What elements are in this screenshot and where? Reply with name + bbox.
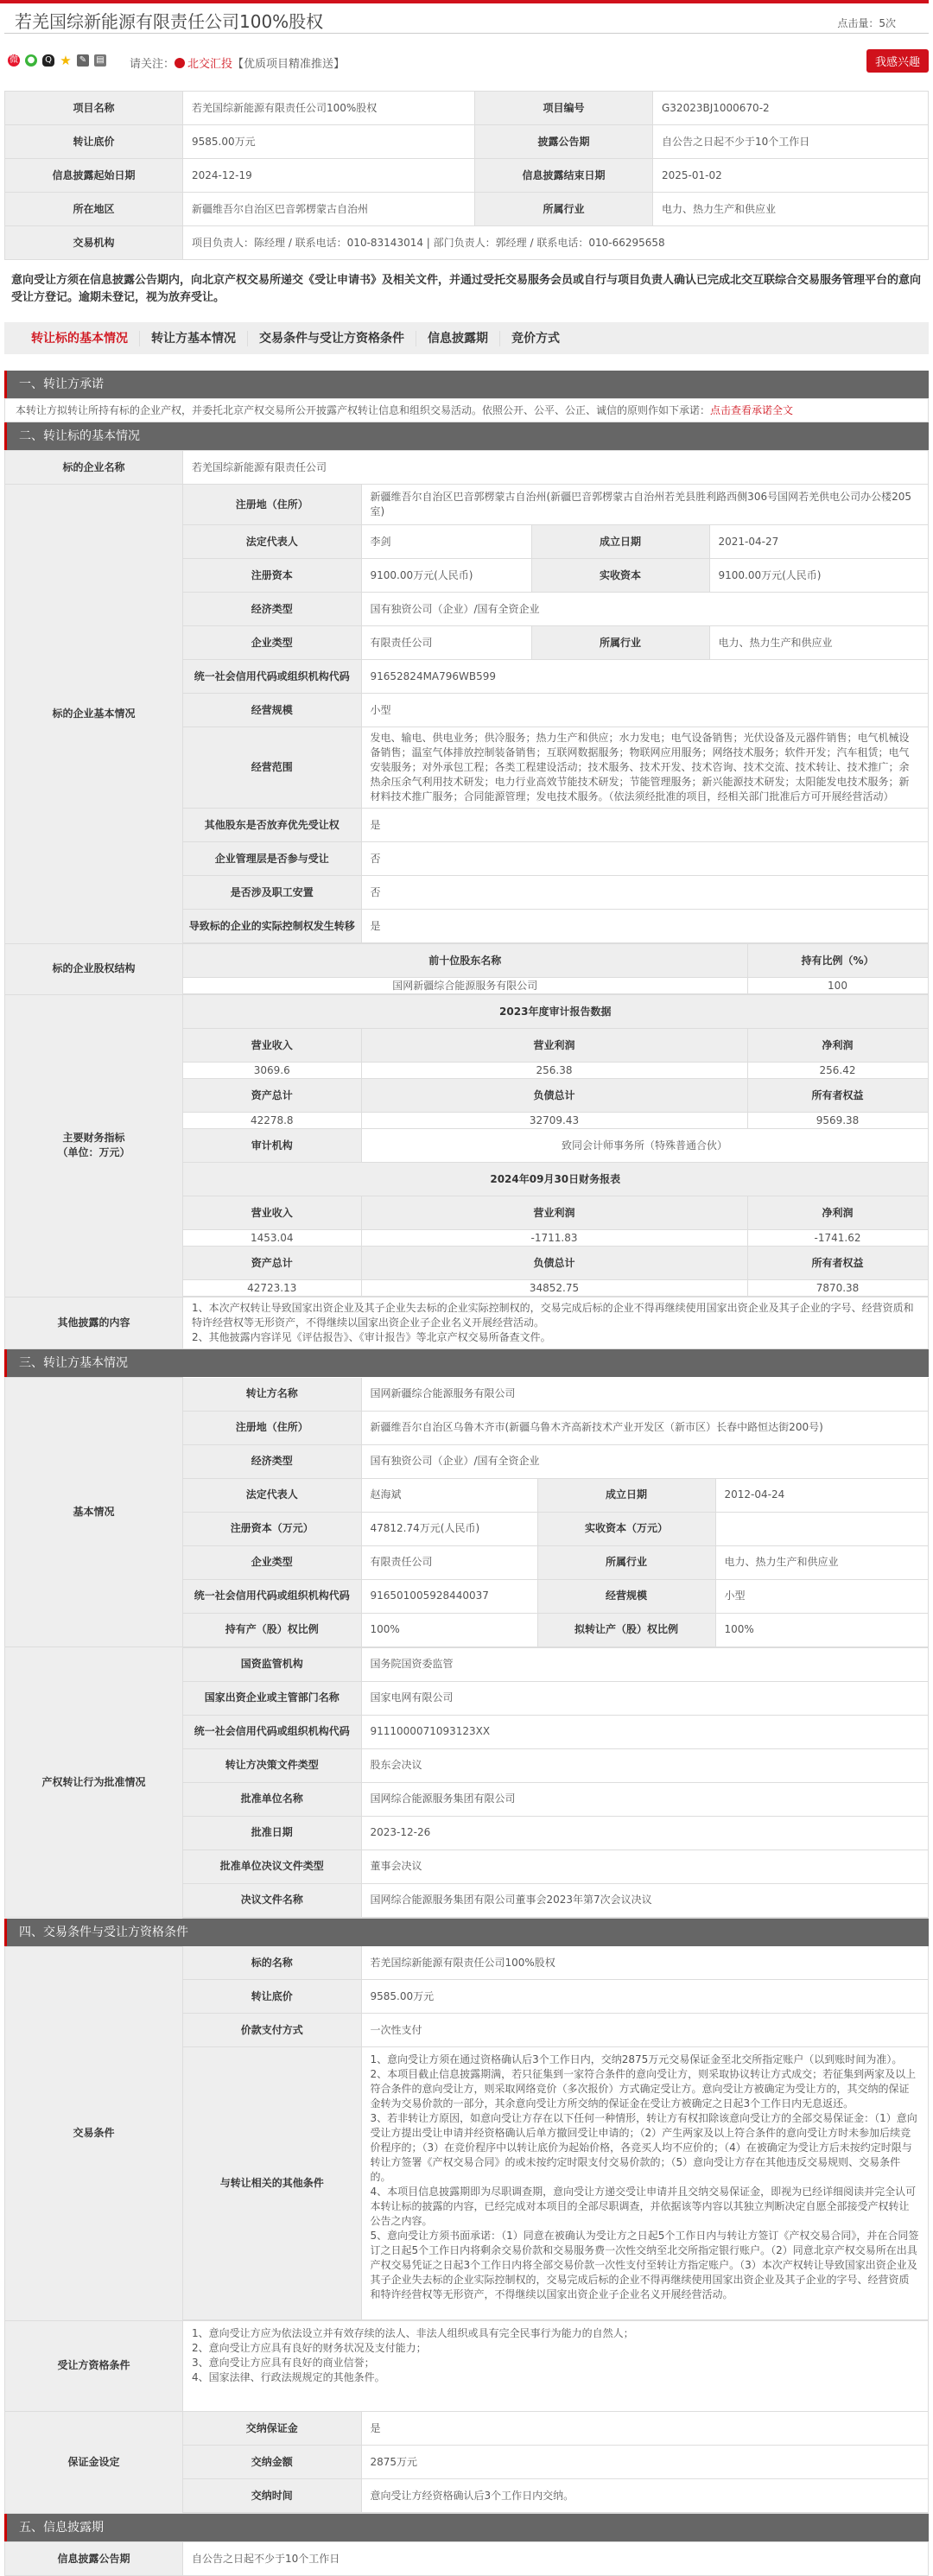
title-bar xyxy=(4,3,929,34)
field-value: 股东会决议 xyxy=(361,1748,929,1782)
business-scope-value: 发电、输电、供电业务；供冷服务；热力生产和供应；水力发电；电气设备销售；光伏设备及元器件销售；电气机械设备销售；温室气体排放控制装备销售；互联网数据服务；物联网应用服务；网络技术服务；软件开发；汽车租赁；电气安装服务；对外承包工程；各类工程建设活动；技术服务、技术开发、技术咨询、技术交流、技术转让、技术推广；余热余压余气利用技术研发；电力行业高效节能技术研发；节能管理服务；新兴能源技术研发；太阳能发电技术服务；新材料技术推广服务；合同能源管理；发电技术服务。（依法须经批准的项目，经相关部门批准后方可开展经营活动） xyxy=(361,727,928,809)
field-label: 批准日期 xyxy=(183,1816,361,1850)
field-value: 是 xyxy=(361,809,928,842)
field-label: 标的名称 xyxy=(183,1946,361,1980)
field-label: 注册资本 xyxy=(183,559,361,593)
section-header-promise: 一、转让方承诺 xyxy=(4,371,929,398)
table-row xyxy=(5,193,929,226)
field-value: 国网综合能源服务集团有限公司 xyxy=(361,1782,929,1816)
tab-transferor-info[interactable]: 转让方基本情况 xyxy=(140,331,248,346)
table-row xyxy=(183,1378,929,1412)
revenue-value: 1453.04 xyxy=(183,1230,361,1247)
follow-prompt xyxy=(130,54,345,71)
field-value: 新疆维吾尔自治区乌鲁木齐市(新疆乌鲁木齐高新技术产业开发区（新市区）长春中路恒达街200号) xyxy=(361,1411,929,1444)
share-icons xyxy=(8,54,106,67)
table-row xyxy=(183,727,928,809)
condition-item: 4、本项目信息披露期即为尽职调查期，意向受让方递交受让申请并且交纳交易保证金，即视为已经详细阅读并完全认可本转让标的披露的内容，已经完成对本项目的全部尽职调查，并依据该等内容以其独立判断决定自愿全部接受产权转让公告之内容。 xyxy=(370,2186,917,2227)
column-header: 营业收入 xyxy=(183,1029,361,1063)
field-label: 转让方名称 xyxy=(183,1378,361,1412)
disclosure-period-label: 信息披露公告期 xyxy=(5,2542,183,2576)
target-name-value: 若羌国综新能源有限责任公司 xyxy=(183,451,929,485)
table-row xyxy=(5,1297,929,1349)
section-header-conditions: 四、交易条件与受让方资格条件 xyxy=(4,1919,929,1946)
region-label: 所在地区 xyxy=(5,193,183,226)
field-value: 新疆维吾尔自治区巴音郭楞蒙古自治州(新疆巴音郭楞蒙古自治州若羌县胜利路西侧306号国网若羌供电公司办公楼205室) xyxy=(361,485,928,525)
table-row xyxy=(183,2047,928,2320)
financial-table xyxy=(183,995,929,1296)
field-label: 所属行业 xyxy=(531,626,709,660)
field-label: 转让方决策文件类型 xyxy=(183,1748,361,1782)
condition-item: 1、意向受让方须在通过资格确认后3个工作日内，交纳2875万元交易保证金至北交所指定账户（以到账时间为准）。 xyxy=(370,2053,903,2065)
column-header: 所有者权益 xyxy=(747,1247,928,1280)
column-header: 持有比例（%） xyxy=(747,944,928,978)
table-row xyxy=(183,809,928,842)
qualification-value xyxy=(183,2320,929,2412)
table-row xyxy=(183,1681,929,1715)
table-row xyxy=(183,1946,928,1980)
weibo-icon[interactable]: 微 xyxy=(10,55,18,65)
page-title: 若羌国综新能源有限责任公司100%股权 xyxy=(15,11,324,32)
disclosure-line: 2、其他披露内容详见《评估报告》、《审计报告》等北京产权交易所备查文件。 xyxy=(192,1331,551,1343)
approval-table xyxy=(183,1648,929,1917)
click-count: 点击量：5次 xyxy=(837,17,896,29)
financial-unit: （单位：万元） xyxy=(57,1146,130,1158)
reserve-price-value: 9585.00万元 xyxy=(183,125,475,159)
column-header: 所有者权益 xyxy=(747,1079,928,1113)
column-header: 负债总计 xyxy=(361,1079,747,1113)
field-value: 意向受让方经资格确认后3个工作日内交纳。 xyxy=(361,2479,928,2513)
conditions-table xyxy=(4,1946,929,2515)
deposit-label: 保证金设定 xyxy=(5,2412,183,2514)
column-header: 资产总计 xyxy=(183,1079,361,1113)
section-header-target: 二、转让标的基本情况 xyxy=(4,422,929,450)
column-header: 净利润 xyxy=(747,1029,928,1063)
table-row xyxy=(183,485,928,525)
table-row xyxy=(183,1748,929,1782)
field-label: 经营范围 xyxy=(183,727,361,809)
table-row xyxy=(5,1378,930,1647)
equity-cell xyxy=(183,943,929,994)
bjhx-desc: 【优质项目精准推送】 xyxy=(232,58,346,71)
trade-conditions-cell xyxy=(183,1946,929,2320)
target-info-table xyxy=(4,450,929,1349)
column-header: 前十位股东名称 xyxy=(183,944,747,978)
field-label: 批准单位名称 xyxy=(183,1782,361,1816)
table-row xyxy=(5,159,929,193)
table-row xyxy=(183,2446,928,2479)
table-row xyxy=(183,694,928,727)
transferor-basic-cell xyxy=(183,1378,930,1647)
field-label: 交纳保证金 xyxy=(183,2412,361,2446)
industry-label: 所属行业 xyxy=(475,193,653,226)
field-label: 企业类型 xyxy=(183,1545,361,1579)
field-label: 成立日期 xyxy=(537,1478,715,1512)
table-row xyxy=(183,1579,929,1613)
qualification-item: 3、意向受让方应具有良好的商业信誉； xyxy=(192,2357,375,2369)
end-date-value: 2025-01-02 xyxy=(653,159,929,193)
field-value: 一次性支付 xyxy=(361,2014,928,2047)
field-label: 转让底价 xyxy=(183,1980,361,2014)
total-assets-value: 42278.8 xyxy=(183,1113,361,1129)
qualification-item: 4、国家法律、行政法规规定的其他条件。 xyxy=(192,2371,385,2383)
field-label: 交纳时间 xyxy=(183,2479,361,2513)
other-disclosure-value xyxy=(183,1297,929,1349)
field-label: 国资监管机构 xyxy=(183,1648,361,1682)
target-basic-table xyxy=(183,485,929,942)
column-header: 营业收入 xyxy=(183,1196,361,1230)
end-date-label: 信息披露结束日期 xyxy=(475,159,653,193)
qq-icon[interactable]: Q xyxy=(42,54,54,67)
tab-disclosure-period[interactable]: 信息披露期 xyxy=(416,331,500,346)
field-label: 法定代表人 xyxy=(183,1478,361,1512)
table-row xyxy=(183,1079,928,1113)
field-label: 经济类型 xyxy=(183,593,361,626)
shareholder-name: 国网新疆综合能源服务有限公司 xyxy=(183,978,747,994)
qualification-item: 2、意向受让方应具有良好的财务状况及支付能力； xyxy=(192,2342,427,2354)
operating-profit-value: 256.38 xyxy=(361,1063,747,1079)
field-label: 其他股东是否放弃优先受让权 xyxy=(183,809,361,842)
table-row xyxy=(183,1113,928,1129)
table-row xyxy=(183,2014,928,2047)
table-row xyxy=(183,1247,928,1280)
equity-structure-label: 标的企业股权结构 xyxy=(5,943,183,994)
table-row xyxy=(183,1280,928,1297)
auditor-label: 审计机构 xyxy=(183,1129,361,1163)
table-row xyxy=(183,1980,928,2014)
table-row xyxy=(183,876,928,910)
shareholder-ratio: 100 xyxy=(747,978,928,994)
column-header: 净利润 xyxy=(747,1196,928,1230)
project-name-label: 项目名称 xyxy=(5,92,183,125)
total-assets-value: 42723.13 xyxy=(183,1280,361,1297)
operating-profit-value: -1711.83 xyxy=(361,1230,747,1247)
section-header-transferor: 三、转让方基本情况 xyxy=(4,1349,929,1377)
financial-label xyxy=(5,994,183,1297)
field-label: 企业管理层是否参与受让 xyxy=(183,842,361,876)
disclosure-period-label: 披露公告期 xyxy=(475,125,653,159)
project-code-label: 项目编号 xyxy=(475,92,653,125)
table-row xyxy=(5,1647,930,1918)
other-disclosure-label: 其他披露的内容 xyxy=(5,1297,183,1349)
tab-trade-conditions[interactable]: 交易条件与受让方资格条件 xyxy=(248,331,416,346)
field-label: 注册地（住所） xyxy=(183,485,361,525)
section-tabs xyxy=(4,322,929,354)
disclosure-period-value: 自公告之日起不少于10个工作日 xyxy=(183,2542,929,2576)
interest-button[interactable]: 我感兴趣 xyxy=(866,49,929,73)
table-row xyxy=(5,485,929,944)
field-value: 2875万元 xyxy=(361,2446,928,2479)
field-label: 持有产（股）权比例 xyxy=(183,1613,361,1646)
table-row xyxy=(183,1715,929,1748)
table-row xyxy=(5,994,929,1297)
field-value: 国有独资公司（企业）/国有全资企业 xyxy=(361,593,928,626)
financial-2024-title: 2024年09月30日财务报表 xyxy=(183,1163,928,1196)
field-value: 2023-12-26 xyxy=(361,1816,929,1850)
total-liabilities-value: 32709.43 xyxy=(361,1113,747,1129)
column-header: 负债总计 xyxy=(361,1247,747,1280)
table-row xyxy=(183,660,928,694)
field-label: 导致标的企业的实际控制权发生转移 xyxy=(183,910,361,943)
target-basic-cell xyxy=(183,485,929,944)
table-row xyxy=(183,525,928,559)
transferor-basic-table xyxy=(183,1378,929,1646)
print-icon[interactable]: ▤ xyxy=(94,54,106,67)
table-row xyxy=(5,1946,929,2320)
field-value: 国网综合能源服务集团有限公司董事会2023年第7次会议决议 xyxy=(361,1883,929,1917)
field-value: 国有独资公司（企业）/国有全资企业 xyxy=(361,1444,929,1478)
field-label: 是否涉及职工安置 xyxy=(183,876,361,910)
table-row xyxy=(183,1163,928,1196)
other-conditions-value xyxy=(361,2047,928,2320)
field-value: 否 xyxy=(361,842,928,876)
transferor-basic-label: 基本情况 xyxy=(5,1378,183,1647)
field-label: 拟转让产（股）权比例 xyxy=(537,1613,715,1646)
field-label: 统一社会信用代码或组织机构代码 xyxy=(183,1715,361,1748)
field-value: 国网新疆综合能源服务有限公司 xyxy=(361,1378,929,1412)
table-row xyxy=(183,1816,929,1850)
bjhx-logo-icon xyxy=(175,58,185,68)
disclosure-line: 1、本次产权转让导致国家出资企业及其子企业失去标的企业实际控制权的，交易完成后标的企业不得再继续使用国家出资企业及其子企业的字号、经营资质和特许经营权等无形资产，不得继续以国家出资企业子企业名义开展经营活动。 xyxy=(192,1302,914,1329)
auditor-value: 致同会计师事务所（特殊普通合伙） xyxy=(361,1129,928,1163)
revenue-value: 3069.6 xyxy=(183,1063,361,1079)
field-value: 2012-04-24 xyxy=(715,1478,929,1512)
field-value: 47812.74万元(人民币) xyxy=(361,1512,537,1545)
deposit-table xyxy=(183,2412,929,2512)
table-row xyxy=(183,1478,929,1512)
field-label: 经营规模 xyxy=(183,694,361,727)
table-row xyxy=(183,1512,929,1545)
field-label: 价款支付方式 xyxy=(183,2014,361,2047)
table-row xyxy=(183,944,928,978)
table-row xyxy=(5,2412,929,2514)
field-label: 国家出资企业或主管部门名称 xyxy=(183,1681,361,1715)
table-row xyxy=(5,125,929,159)
qualification-label: 受让方资格条件 xyxy=(5,2320,183,2412)
project-detail-page xyxy=(4,3,929,2576)
project-name-value: 若羌国综新能源有限责任公司100%股权 xyxy=(183,92,475,125)
table-row xyxy=(183,1883,929,1917)
region-value: 新疆维吾尔自治区巴音郭楞蒙古自治州 xyxy=(183,193,475,226)
table-row xyxy=(5,451,929,485)
field-value: 李剑 xyxy=(361,525,531,559)
target-name-label: 标的企业名称 xyxy=(5,451,183,485)
table-row xyxy=(183,1029,928,1063)
qzone-icon[interactable]: ✎ xyxy=(77,54,89,67)
financial-label-text: 主要财务指标 xyxy=(62,1132,125,1144)
field-value: 有限责任公司 xyxy=(361,1545,537,1579)
field-label: 统一社会信用代码或组织机构代码 xyxy=(183,660,361,694)
field-label: 经营规模 xyxy=(537,1579,715,1613)
field-value: 国务院国资委监管 xyxy=(361,1648,929,1682)
equity-table xyxy=(183,944,929,993)
field-label: 批准单位决议文件类型 xyxy=(183,1850,361,1883)
field-value: 9585.00万元 xyxy=(361,1980,928,2014)
industry-value: 电力、热力生产和供应业 xyxy=(653,193,929,226)
financial-cell xyxy=(183,994,929,1297)
field-value: 100% xyxy=(361,1613,537,1646)
field-label: 企业类型 xyxy=(183,626,361,660)
wechat-icon[interactable]: ● xyxy=(25,54,37,67)
field-label: 统一社会信用代码或组织机构代码 xyxy=(183,1579,361,1613)
condition-item: 2、本项目截止信息披露期满，若只征集到一家符合条件的意向受让方，则采取协议转让方式成交；若征集到两家及以上符合条件的意向受让方，则采取网络竞价（多次报价）方式确定受让方。意向受让方被确定为受让方的，其交纳的保证金转为交易价款的一部分，其余意向受让方所交纳的保证金在受让方被确定之日起3个工作日内无息返还。 xyxy=(370,2068,917,2110)
field-label: 实收资本 xyxy=(531,559,709,593)
transferor-table xyxy=(4,1377,929,1919)
table-row xyxy=(183,1230,928,1247)
field-value: 电力、热力生产和供应业 xyxy=(709,626,928,660)
table-row xyxy=(183,559,928,593)
agency-value: 项目负责人：陈经理 / 联系电话：010-83143014 | 部门负责人：郭经理 / 联系电话：010-66295658 xyxy=(183,226,929,260)
table-row xyxy=(183,910,928,943)
column-header: 营业利润 xyxy=(361,1029,747,1063)
project-summary-table xyxy=(4,91,929,260)
column-header: 营业利润 xyxy=(361,1196,747,1230)
field-label: 交纳金额 xyxy=(183,2446,361,2479)
table-row xyxy=(183,626,928,660)
table-row xyxy=(183,1782,929,1816)
disclosure-table xyxy=(4,2541,929,2576)
approval-cell xyxy=(183,1647,930,1918)
follow-label: 请关注： xyxy=(130,58,175,71)
section-header-disclosure: 五、信息披露期 xyxy=(4,2514,929,2541)
field-value: 否 xyxy=(361,876,928,910)
field-value: 有限责任公司 xyxy=(361,626,531,660)
other-conditions-label: 与转让相关的其他条件 xyxy=(183,2047,361,2320)
table-row xyxy=(183,1648,929,1682)
field-value: 9111000071093123XX xyxy=(361,1715,929,1748)
promise-text-row xyxy=(4,398,929,422)
table-row xyxy=(183,1196,928,1230)
net-profit-value: -1741.62 xyxy=(747,1230,928,1247)
table-row xyxy=(183,1063,928,1079)
field-value: 916501005928440037 xyxy=(361,1579,537,1613)
table-row xyxy=(183,1411,929,1444)
table-row xyxy=(183,1850,929,1883)
owner-equity-value: 9569.38 xyxy=(747,1113,928,1129)
table-row xyxy=(183,1545,929,1579)
table-row xyxy=(183,593,928,626)
promise-text: 本转让方拟转让所持有标的企业产权，并委托北京产权交易所公开披露产权转让信息和组织交易活动。依照公开、公平、公正、诚信的原则作如下承诺： xyxy=(16,404,711,416)
table-row xyxy=(183,1129,928,1163)
field-label: 经济类型 xyxy=(183,1444,361,1478)
share-bar xyxy=(4,34,929,82)
field-value: 9100.00万元(人民币) xyxy=(361,559,531,593)
field-label: 所属行业 xyxy=(537,1545,715,1579)
column-header: 资产总计 xyxy=(183,1247,361,1280)
field-value: 100% xyxy=(715,1613,929,1646)
field-value: 是 xyxy=(361,2412,928,2446)
field-label: 决议文件名称 xyxy=(183,1883,361,1917)
start-date-value: 2024-12-19 xyxy=(183,159,475,193)
field-label: 法定代表人 xyxy=(183,525,361,559)
table-row xyxy=(183,1444,929,1478)
field-value: 小型 xyxy=(361,694,928,727)
table-row xyxy=(5,92,929,125)
field-label: 注册地（住所） xyxy=(183,1411,361,1444)
start-date-label: 信息披露起始日期 xyxy=(5,159,183,193)
tab-bidding-method[interactable]: 竞价方式 xyxy=(511,331,560,346)
bjhx-link[interactable]: 北交汇投 xyxy=(187,58,233,71)
trade-conditions-subtable xyxy=(183,1946,929,2319)
agency-label: 交易机构 xyxy=(5,226,183,260)
project-code-value: G32023BJ1000670-2 xyxy=(653,92,929,125)
field-value: 电力、热力生产和供应业 xyxy=(715,1545,929,1579)
tab-target-info[interactable]: 转让标的基本情况 xyxy=(27,331,140,346)
field-value: 9100.00万元(人民币) xyxy=(709,559,928,593)
field-value: 董事会决议 xyxy=(361,1850,929,1883)
view-promise-link[interactable]: 点击查看承诺全文 xyxy=(710,404,794,416)
field-value: 2021-04-27 xyxy=(709,525,928,559)
net-profit-value: 256.42 xyxy=(747,1063,928,1079)
owner-equity-value: 7870.38 xyxy=(747,1280,928,1297)
table-row xyxy=(5,2542,929,2576)
table-row xyxy=(183,2412,928,2446)
table-row xyxy=(183,2479,928,2513)
field-value: 若羌国综新能源有限责任公司100%股权 xyxy=(361,1946,928,1980)
field-value: 国家电网有限公司 xyxy=(361,1681,929,1715)
deposit-cell xyxy=(183,2412,929,2514)
field-value xyxy=(715,1512,929,1545)
table-row xyxy=(183,995,928,1029)
field-value: 91652824MA796WB599 xyxy=(361,660,928,694)
table-row xyxy=(183,978,928,994)
financial-2023-title: 2023年度审计报告数据 xyxy=(183,995,928,1029)
table-row xyxy=(5,226,929,260)
condition-item: 3、若非转让方原因，如意向受让方存在以下任何一种情形，转让方有权扣除该意向受让方的全部交易保证金：（1）意向受让方提出受让申请并经资格确认后单方撤回受让申请的；（2）产生两家及以上符合条件的意向受让方时未参加后续竞价程序的；（3）在竞价程序中以转让底价为起始价格，各竞买人均不应价的；（4）在被确定为受让方后未按约定时限与转让方签署《产权交易合同》的或未按约定时限支付交易价款的；（5）意向受让方存在其他违反交易规则、交易条件的。 xyxy=(370,2112,917,2183)
trade-conditions-label: 交易条件 xyxy=(5,1946,183,2320)
favorite-star-icon[interactable]: ★ xyxy=(60,53,72,68)
field-label: 实收资本（万元） xyxy=(537,1512,715,1545)
field-label: 成立日期 xyxy=(531,525,709,559)
target-basic-label: 标的企业基本情况 xyxy=(5,485,183,944)
table-row xyxy=(5,2320,929,2412)
condition-item: 5、意向受让方须书面承诺：（1）同意在被确认为受让方之日起5个工作日内与转让方签订《产权交易合同》，并在合同签订之日起5个工作日内将剩余交易价款和交易服务费一次性交纳至北交所指定银行账户。（2）同意北京产权交易所在出具产权交易凭证之日起3个工作日内将全部交易价款一次性支付至转让方指定账户。（3）本次产权转让导致国家出资企业及其子企业失去标的企业实际控制权的，交易完成后标的企业不得再继续使用国家出资企业及其子企业的字号、经营资质和特许经营权等无形资产，不得继续以国家出资企业子企业名义开展经营活动。 xyxy=(370,2230,919,2300)
table-row xyxy=(183,842,928,876)
total-liabilities-value: 34852.75 xyxy=(361,1280,747,1297)
disclosure-period-value: 自公告之日起不少于10个工作日 xyxy=(653,125,929,159)
reserve-price-label: 转让底价 xyxy=(5,125,183,159)
qualification-item: 1、意向受让方应为依法设立并有效存续的法人、非法人组织或具有完全民事行为能力的自然人； xyxy=(192,2327,634,2339)
registration-notice: 意向受让方须在信息披露公告期内，向北京产权交易所递交《受让申请书》及相关文件，并通过受托交易服务会员或自行与项目负责人确认已完成北交互联综合交易服务管理平台的意向受让方登记。逾期未登记，视为放弃受让。 xyxy=(11,274,922,304)
approval-label: 产权转让行为批准情况 xyxy=(5,1647,183,1918)
field-value: 是 xyxy=(361,910,928,943)
field-value: 小型 xyxy=(715,1579,929,1613)
field-label: 注册资本（万元） xyxy=(183,1512,361,1545)
field-value: 赵海斌 xyxy=(361,1478,537,1512)
table-row xyxy=(183,1613,929,1646)
table-row xyxy=(5,943,929,994)
